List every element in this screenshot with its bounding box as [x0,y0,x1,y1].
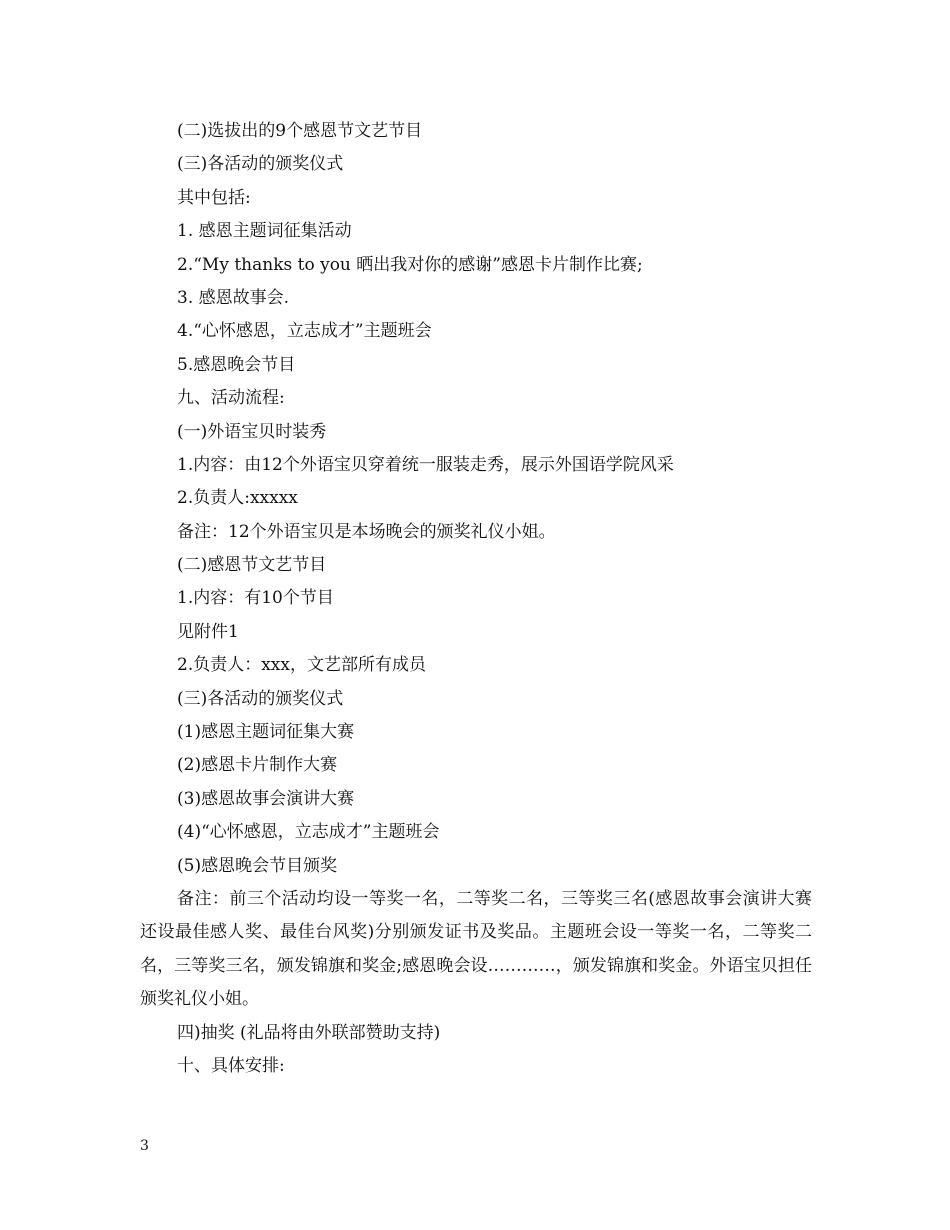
text-line: 3. 感恩故事会. [177,287,290,308]
text-line: (二)感恩节文艺节目 [177,555,327,576]
text-line: (3)感恩故事会演讲大赛 [177,788,355,809]
text-line: 1.内容：有10个节目 [177,588,334,609]
note-paragraph: 备注：前三个活动均设一等奖一名，二等奖二名，三等奖三名(感恩故事会演讲大赛还设最佳感人奖、最佳台风奖)分别颁发证书及奖品。主题班会设一等奖一名，二等奖二名，三等奖三名，颁发锦旗和奖金;感恩晚会设…………，颁发锦旗和奖金。外语宝贝担任颁奖礼仪小姐。 [140,888,812,1010]
section-heading: 十、具体安排: [177,1056,285,1076]
text-line: (1)感恩主题词征集大赛 [177,722,355,743]
text-line: (4)“心怀感恩，立志成才”主题班会 [177,822,440,843]
text-line: 备注：12个外语宝贝是本场晚会的颁奖礼仪小姐。 [177,521,556,542]
document-body [140,115,812,1083]
section-heading: 九、活动流程: [177,388,285,409]
text-line: 2.负责人:xxxxx [177,488,298,509]
text-line: (三)各活动的颁奖仪式 [177,154,344,175]
page-number: 3 [140,1138,149,1154]
text-line: 2.负责人：xxx，文艺部所有成员 [177,655,426,676]
text-line: (一)外语宝贝时装秀 [177,421,327,442]
text-line: (5)感恩晚会节目颁奖 [177,855,338,876]
text-line: 四)抽奖 (礼品将由外联部赞助支持) [177,1022,441,1043]
text-line: 1. 感恩主题词征集活动 [177,221,352,242]
text-line: 见附件1 [177,621,239,642]
text-line: 其中包括: [177,187,251,208]
text-line: 5.感恩晚会节目 [177,354,296,375]
text-line: (2)感恩卡片制作大赛 [177,755,338,776]
text-line: 1.内容：由12个外语宝贝穿着统一服装走秀，展示外国语学院风采 [177,454,674,475]
text-line: (二)选拔出的9个感恩节文艺节目 [177,121,423,141]
text-line: 4.“心怀感恩，立志成才”主题班会 [177,321,432,342]
text-line: 2.“My thanks to you 晒出我对你的感谢”感恩卡片制作比赛; [177,254,643,275]
text-line: (三)各活动的颁奖仪式 [177,688,344,709]
